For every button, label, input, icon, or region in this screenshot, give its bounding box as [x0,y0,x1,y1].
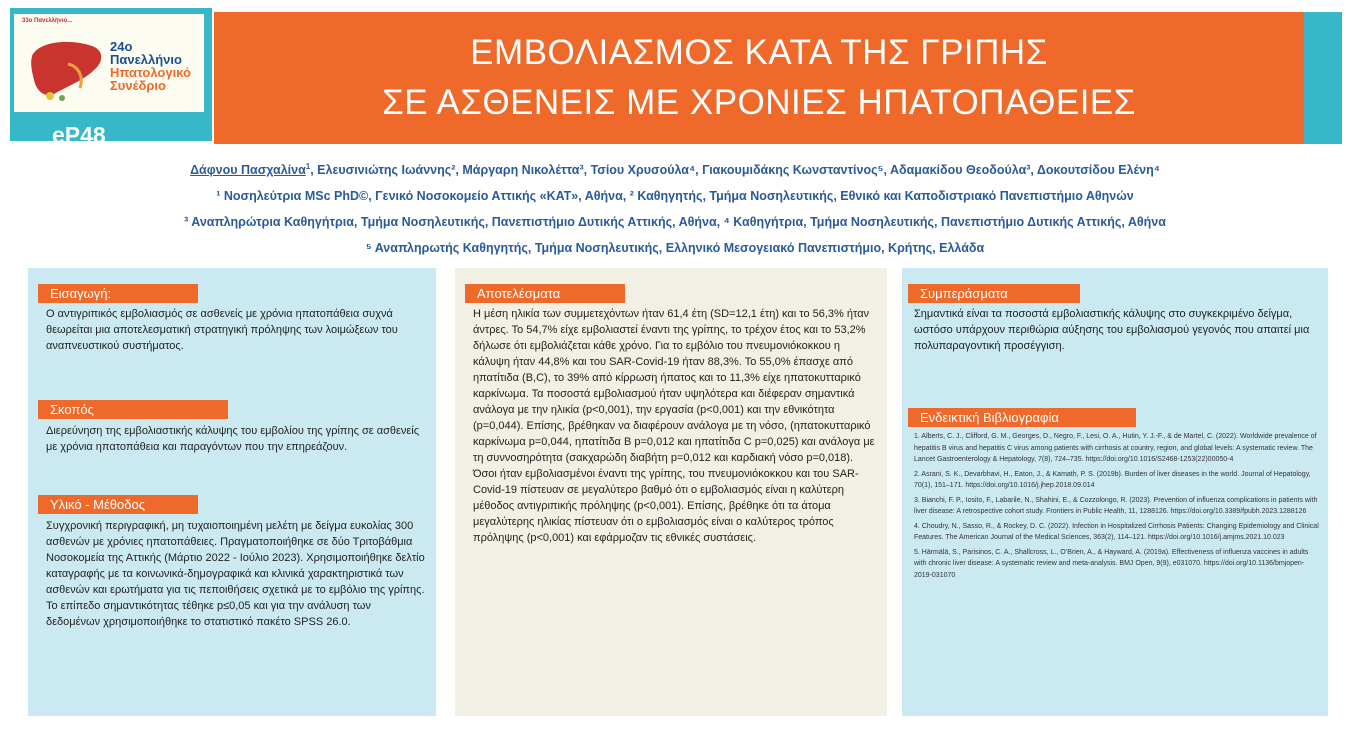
first-author-sup: 1 [305,162,311,171]
other-authors: , Ελευσινιώτης Ιωάννης², Μάργαρη Νικολέττα³, Τσίου Χρυσούλα⁴, Γιακουμιδάκης Κωνσταντίνος⁵, Αδαμακίδου Θεοδούλα³, Δοκουτσίδου Ελένη⁴ [310,163,1160,178]
congress-logo [14,14,204,112]
methods-text: Συγχρονική περιγραφική, μη τυχαιοποιημένη μελέτη με δείγμα ευκολίας 300 ασθενών με χρόνιες ηπατοπάθειες. Πραγματοποιήθηκε σε δύο Τριτοβάθμια Νοσοκομεία της Αττικής (Μάρτιο 2022 - Ιούλιο 2023). Χρησιμοποιήθηκε δελτίο καταγραφής με τα κοινωνικά-δημογραφικά και κλινικά χαρακτηριστικά των ασθενών και ερωτήματα για τις πεποιθήσεις σχετικά με το εμβόλιο της γρίπης. Το επίπεδο σημαντικότητας τέθηκε p≤0,05 και για την ανάλυση των δεδομένων χρησιμοποιήθηκε το στατιστικό πακέτο SPSS 26.0. [46,520,425,628]
first-author: Δάφνου Πασχαλίνα [190,163,306,178]
congress-logo-panel [10,8,212,148]
reference-item: 3. Bianchi, F. P., Iosito, F., Labarile, N., Shahini, E., & Cozzolongo, R. (2023). Prevention of influenza complications in patients with liver disease: A retrospective cohort study. Frontiers in Public Health, 11, 1288126. https://doi.org/10.3389/fpubh.2023.1288126 [914,496,1318,515]
middle-column [455,268,887,716]
references-heading: Ενδεικτική Βιβλιογραφία [908,408,1136,427]
congress-line-3: Συνέδριο [110,78,166,93]
reference-item: 4. Choudry, N., Sasso, R., & Rockey, D. C. (2022). Infection in Hospitalized Cirrhosis Patients: Changing Epidemiology and Clinical Features. The American Journal of the Medical Sciences, 363(2), 114–121. https://doi.org/10.1016/j.amjms.2021.10.023 [914,522,1319,541]
logo-top-text: 33ο Πανελλήνιο... [22,18,73,24]
title-banner [214,12,1304,144]
conclusions-heading: Συμπεράσματα [908,284,1080,303]
reference-item: 2. Asrani, S. K., Devarbhavi, H., Eaton, J., & Kamath, P. S. (2019b). Burden of liver diseases in the world. Journal of Hepatology, 70(1), 151–171. https://doi.org/10.1016/j.jhep.2018.09.014 [914,470,1311,489]
conclusions-text: Σημαντικά είναι τα ποσοστά εμβολιαστικής κάλυψης στο συγκεκριμένο δείγμα, ωστόσο υπάρχουν περιθώρια αύξησης του εμβολιασμού γεγονός που απαιτεί μια πολυπαραγοντική προσέγγιση. [914,308,1310,352]
affiliation-3: ⁵ Αναπληρωτής Καθηγητής, Τμήμα Νοσηλευτικής, Ελληνικό Μεσογειακό Πανεπιστήμιο, Κρήτης, Ελλάδα [365,241,985,256]
poster-id: eP48 [52,122,106,148]
congress-line-2: Ηπατολογικό [110,65,191,80]
reference-item: 1. Alberts, C. J., Clifford, G. M., Georges, D., Negro, F., Lesi, O. A., Hutin, Y. J.-F., & de Martel, C. (2022). Worldwide prevalence of hepatitis B virus and hepatitis C virus among patients with cirrhosis at country, region, and global levels: A systematic review. The Lancet Gastroenterology & Hepatology, 7(8), 724–735. https://doi.org/10.1016/S2468-1253(22)00050-4 [914,433,1317,463]
title-line-2: ΣΕ ΑΣΘΕΝΕΙΣ ΜΕ ΧΡΟΝΙΕΣ ΗΠΑΤΟΠΑΘΕΙΕΣ [382,83,1136,122]
affiliation-2: ³ Αναπληρώτρια Καθηγήτρια, Τμήμα Νοσηλευτικής, Πανεπιστήμιο Δυτικής Αττικής, Αθήνα, ⁴ Καθηγήτρια, Τμήμα Νοσηλευτικής, Πανεπιστήμιο Δυτικής Αττικής, Αθήνα [184,215,1166,230]
intro-text: Ο αντιγριπικός εμβολιασμός σε ασθενείς με χρόνια ηπατοπάθεια συχνά θεωρείται μια αποτελεσματική στρατηγική πρόληψης των λοιμώξεων του αναπνευστικού συστήματος. [46,308,398,352]
congress-name [110,40,204,92]
author-list [0,154,1350,183]
left-column [28,268,436,716]
intro-heading: Εισαγωγή: [38,284,198,303]
methods-heading: Υλικό - Μέθοδος [38,495,198,514]
authors-block [0,154,1350,261]
aim-text: Διερεύνηση της εμβολιαστικής κάλυψης του εμβολίου της γρίπης σε ασθενείς με χρόνια ηπατοπάθεια και παραγόντων που την επηρεάζουν. [46,425,420,453]
references-list [914,431,1322,584]
decorative-strip [1304,12,1342,144]
liver-icon [28,36,106,102]
right-column [902,268,1328,716]
results-heading: Αποτελέσματα [465,284,625,303]
reference-item: 5. Härmälä, S., Parisinos, C. A., Shallcross, L., O’Brien, A., & Hayward, A. (2019a). Effectiveness of influenza vaccines in adults with chronic liver disease: A systematic review and meta-analysis. BMJ Open, 9(9), e031070. https://doi.org/10.1136/bmjopen-2019-031070 [914,548,1309,579]
aim-heading: Σκοπός [38,400,228,419]
title-line-1: ΕΜΒΟΛΙΑΣΜΟΣ ΚΑΤΑ ΤΗΣ ΓΡΙΠΗΣ [470,33,1048,72]
results-text: Η μέση ηλικία των συμμετεχόντων ήταν 61,4 έτη (SD=12,1 έτη) και το 56,3% ήταν άντρες. Το 54,7% είχε εμβολιαστεί έναντι της γρίπης, το τρέχον έτος και το 53,2% δήλωσε ότι εμβολιάζεται κάθε χρόνο. Για το εμβόλιο του πνευμονιόκοκκου η κάλυψη ήταν 44,8% και του SAR-Covid-19 ήταν 88,3%. Το 55,0% έπασχε από ηπατίτιδα (B,C), το 39% από κίρρωση ήπατος και το 11,3% είχε ηπατοκυτταρικό καρκίνωμα. Τα ποσοστά εμβολιασμού ήταν υψηλότερα και διέφεραν σημαντικά ανάλογα με την ηλικία (p<0,001), την εργασία (p<0,001) και την εθνικότητα (p=0,044). Επίσης, βρέθηκαν να διαφέρουν ανάλογα με τη νόσο, (ηπατοκυτταρικό καρκίνωμα p=0,044, ηπατίτιδα Β p=0,012 και ηπατίτιδα C p=0,025) και ανάλογα με τη συννοσηρότητα (σακχαρώδη διαβήτη p=0,012 και καρδιακή νόσο p=0,018). Όσοι ήταν εμβολιασμένοι έναντι της γρίπης, του πνευμονιόκοκκου και του SAR-Covid-19 πίστευαν σε μεγαλύτερο βαθμό ότι ο εμβολιασμός είναι η καλύτερη μέθοδος αντιγριπικής πρόληψης (p<0,001). Επίσης, βρέθηκε ότι τα άτομα μεγαλύτερης ηλικίας πίστευαν ότι ο εμβολιασμός είναι ο καλύτερος τρόπος πρόληψης (p<0,001) και εφάρμοζαν τις εθνικές συστάσεις. [473,308,875,544]
affiliation-1: ¹ Νοσηλεύτρια MSc PhD©, Γενικό Νοσοκομείο Αττικής «ΚΑΤ», Αθήνα, ² Καθηγητής, Τμήμα Νοσηλευτικής, Εθνικό και Καποδιστριακό Πανεπιστήμιο Αθηνών [216,189,1134,204]
congress-line-1: 24ο Πανελλήνιο [110,39,182,67]
